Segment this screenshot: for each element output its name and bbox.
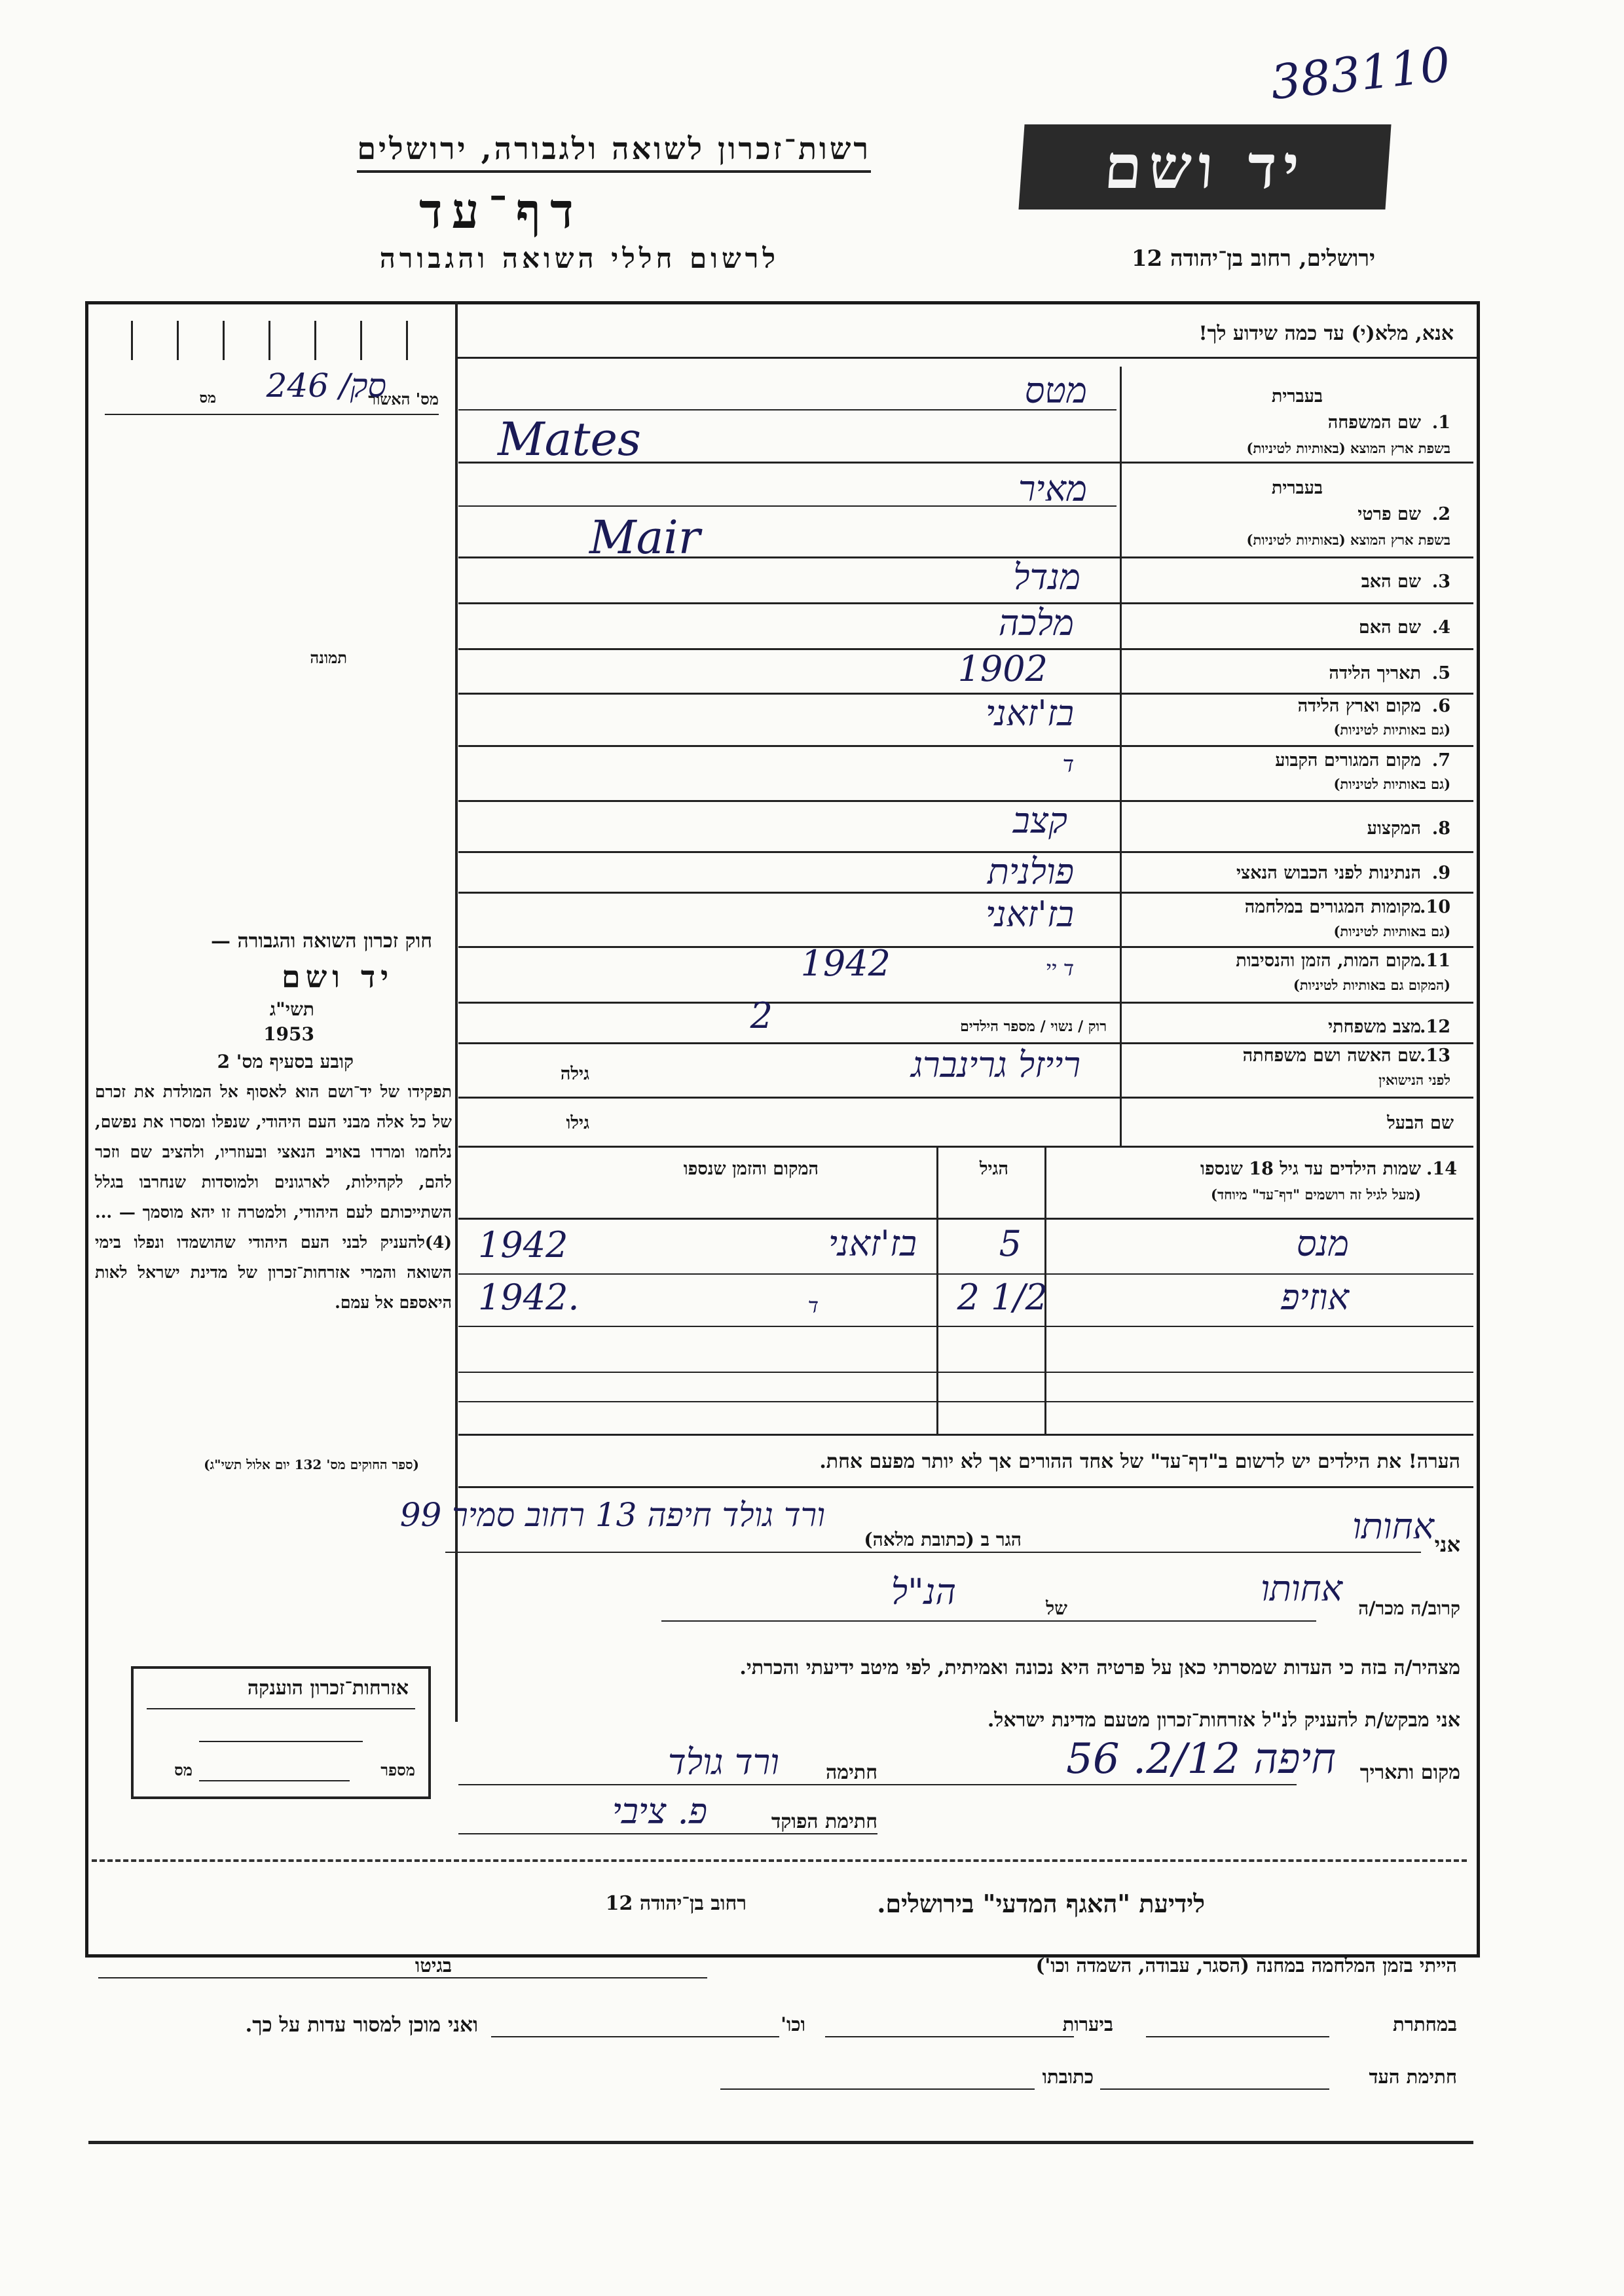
certificate-value: סק/ 246 [266,367,386,405]
footer-line1-in: בגיטו [415,1954,452,1977]
certificate-no: מס [199,390,216,407]
field-10-sub: (גם באותיות לטיניות) [1333,923,1450,939]
field-8-value: קצב [1012,800,1067,841]
footer-etc: וכו' [781,2013,805,2035]
children-sub: (מעל לגיל זה רושמים "דף־עד" מיוחד) [1211,1186,1421,1203]
intro-text: אנא, מלא(י) עד כמה שידוע לך! [1198,322,1454,345]
field-13-num: 13. [1420,1046,1450,1066]
husband-label: שם הבעל [1387,1113,1454,1133]
witness-address: ורד גולד חיפה 13 רחוב סמיר 99 [399,1496,825,1534]
field-12-value: 2 [750,995,773,1036]
field-2-sub: בשפת ארץ המוצא (באותיות לטיניות) [1246,532,1450,548]
field-3-value: מנדל [1013,556,1080,598]
witness-of-label: של [1046,1597,1067,1619]
field-7-num: 7. [1431,750,1450,771]
officer-signature: פ. ציבי [612,1791,707,1832]
footer-statement: ואני מוכן למסור עדות על כך. [245,2013,478,2037]
photo-label: תמונה [310,648,347,667]
field-1-value-he: מטס [1024,370,1087,411]
field-7-sub: (גם באותיות לטיניות) [1333,776,1450,792]
field-2-value-he: מאיר [1018,468,1087,509]
footer-forests: ביערות [1062,2013,1113,2035]
field-1-label: שם המשפחה [1327,412,1421,433]
husband-age-label: גילו [566,1113,589,1133]
field-11-value: 1942 [800,943,891,984]
field-7-value: ד [1062,752,1074,778]
law-text: תפקידו של יד־ושם הוא לאסוף אל המולדת את זכרם של כל אלה מבני העם היהודי, שנפלו ומסרו את נפשם, נלחמו ומרדו באויב הנאצי ובעוזריו, ולהציב שם וזכר להם, לקהילות, לארגונים ולמוסדות שנחרבו בגלל השתייכותם לעם היהודי, ולמטרה זו יהא מוסמך — ...(4)להעניק לבני העם היהודי שהושמדו ונפלו בימי השואה והמרי אזרחות־זכרון של מדינת ישראל לאות היאספם אל עמם. [95,1082,452,1312]
citizenship-box-title: אזרחות־זכרון הוענקה [247,1677,409,1700]
law-year-he: תשי"ג [269,998,314,1020]
footer-hiding: במחתרת [1393,2013,1457,2035]
field-12-num: 12. [1420,1017,1450,1037]
field-13-age-label: גילה [560,1064,589,1084]
field-5-num: 5. [1431,663,1450,683]
form-title: דף־עד [419,183,583,240]
witness-i-label: אני [1434,1532,1460,1557]
field-11-sub: (המקום גם באותיות לטיניות) [1293,977,1450,993]
child-1-year: 1942 [478,1224,568,1266]
footer-title: לידיעת "האגף המדעי" בירושלים. [877,1889,1205,1918]
field-1-value-latin: Mates [498,412,641,466]
law-year: 1953 [263,1023,314,1045]
field-12-options: רוק / נשוי / מספר הילדים [960,1018,1107,1035]
footer-line1: הייתי בזמן המלחמה במחנה (הסגר, עבודה, השמדה וכו') [1035,1954,1457,1977]
field-9-num: 9. [1431,863,1450,883]
field-2-num: 2. [1431,504,1450,524]
field-6-label: מקום וארץ הלידה [1297,696,1421,716]
law-name: יד ושם [282,959,394,994]
field-8-num: 8. [1431,818,1450,839]
children-age-header: הגיל [979,1159,1008,1179]
field-13-label: שם האשה ושם משפחתה [1242,1046,1421,1066]
certificate-ticks [92,308,452,367]
form-subtitle: לרשום חללי השואה והגבורה [379,242,779,274]
header-address: ירושלים, רחוב בן־יהודה 12 [1131,246,1375,272]
field-9-label: הנתינות לפני הכבוש הנאצי [1236,863,1421,883]
field-11-label: מקום המות, הזמן והנסיבות [1236,951,1421,971]
signature-value: ורד גולד [667,1741,779,1783]
field-5-value: 1902 [957,648,1048,689]
field-4-value: מלכה [998,602,1074,644]
field-10-label: מקומות המגורים במלחמה [1244,897,1421,917]
witness-request: אני מבקש/ת להעניק לנ"ל אזרחות־זכרון מטעם מדינת ישראל. [987,1709,1460,1732]
field-3-num: 3. [1431,572,1450,592]
field-10-num: 10. [1420,897,1450,917]
field-2-hebrew-tag: בעברית [1271,478,1323,498]
certificate-label: מס' האשור [368,390,439,409]
witness-name: אחותו [1352,1506,1434,1547]
field-7-label: מקום המגורים הקבוע [1275,750,1421,771]
witness-of-value: הנ"ל [891,1571,956,1613]
child-1-age: 5 [999,1223,1022,1264]
field-3-label: שם האב [1361,572,1421,592]
field-9-value: פולנית [987,851,1074,892]
field-11-num: 11. [1420,951,1450,971]
child-2-age: 2 1/2 [957,1277,1048,1318]
child-1-place: בז'זאני [828,1223,917,1264]
field-4-label: שם האם [1358,617,1421,638]
note-text: הערה! את הילדים יש לרשום ב"דף־עד" של אחד ההורים אך לא יותר מפעם אחת. [819,1450,1460,1473]
place-date-value: חיפה 2/12. 56 [1066,1735,1336,1783]
logo-text: יד ושם [1101,132,1308,202]
citizenship-box [131,1666,431,1799]
law-gazette: (ספר החוקים מס' 132 יום אלול תשי"ג) [204,1457,419,1472]
field-8-label: המקצוע [1367,818,1421,839]
authority-title: רשות־זכרון לשואה ולגבורה, ירושלים [357,131,871,173]
footer-sign-label: חתימת העד [1369,2066,1457,2088]
field-2-label: שם פרטי [1357,504,1421,524]
field-13-sub: לפני הנישואין [1378,1072,1450,1088]
child-2-name: אוזיפ [1281,1277,1349,1318]
field-4-num: 4. [1431,617,1450,638]
children-num: 14. [1426,1159,1457,1179]
field-1-hebrew-tag: בעברית [1271,386,1323,407]
field-1-num: 1. [1431,412,1450,433]
field-6-num: 6. [1431,696,1450,716]
child-1-name: מנס [1296,1223,1349,1264]
citizenship-box-num-prefix: מס [174,1760,193,1779]
witness-relation: אחותו [1261,1568,1342,1609]
field-11-extra: ד יי [1045,956,1074,981]
law-clause: קובע בסעיף מס' 2 [217,1051,354,1072]
footer-address: רחוב בן־יהודה 12 [605,1892,747,1915]
officer-label: חתימת הפוקד [771,1810,877,1833]
footer-address-label: כתובתו [1042,2066,1094,2088]
citizenship-box-num-label: מספר [380,1760,415,1779]
field-5-label: תאריך הלידה [1329,663,1421,683]
field-12-label: מצב משפחתי [1328,1017,1421,1037]
witness-relative-label: קרוב/ה מכר/ה [1358,1597,1460,1619]
children-label: שמות הילדים עד גיל 18 שנספו [1200,1159,1421,1179]
witness-residing-label: הגר ב (כתובת מלאה) [864,1529,1022,1550]
children-place-header: המקום והזמן שנספו [683,1159,819,1179]
place-date-label: מקום ותאריך [1359,1761,1460,1784]
field-6-value: בז'זאני [985,693,1074,734]
divider [92,1859,1467,1862]
yad-vashem-logo [1018,124,1391,210]
archive-number: 383110 [1268,36,1453,111]
witness-declaration: מצהיר/ה בזה כי העדות שמסרתי כאן על פרטיה היא נכונה ואמיתית, לפי מיטב ידיעתי והכרתי. [739,1656,1460,1679]
child-2-year: 1942. [478,1277,580,1318]
field-1-sub: בשפת ארץ המוצא (באותיות לטיניות) [1246,440,1450,456]
field-2-value-latin: Mair [589,511,701,564]
field-10-value: בז'זאני [985,894,1074,935]
field-6-sub: (גם באותיות לטיניות) [1333,721,1450,738]
signature-label: חתימה [826,1761,877,1784]
child-2-place: ד [807,1293,819,1318]
field-13-value: רייזל גרינברג [911,1044,1080,1085]
law-title: חוק זכרון השואה והגבורה — [211,930,432,953]
